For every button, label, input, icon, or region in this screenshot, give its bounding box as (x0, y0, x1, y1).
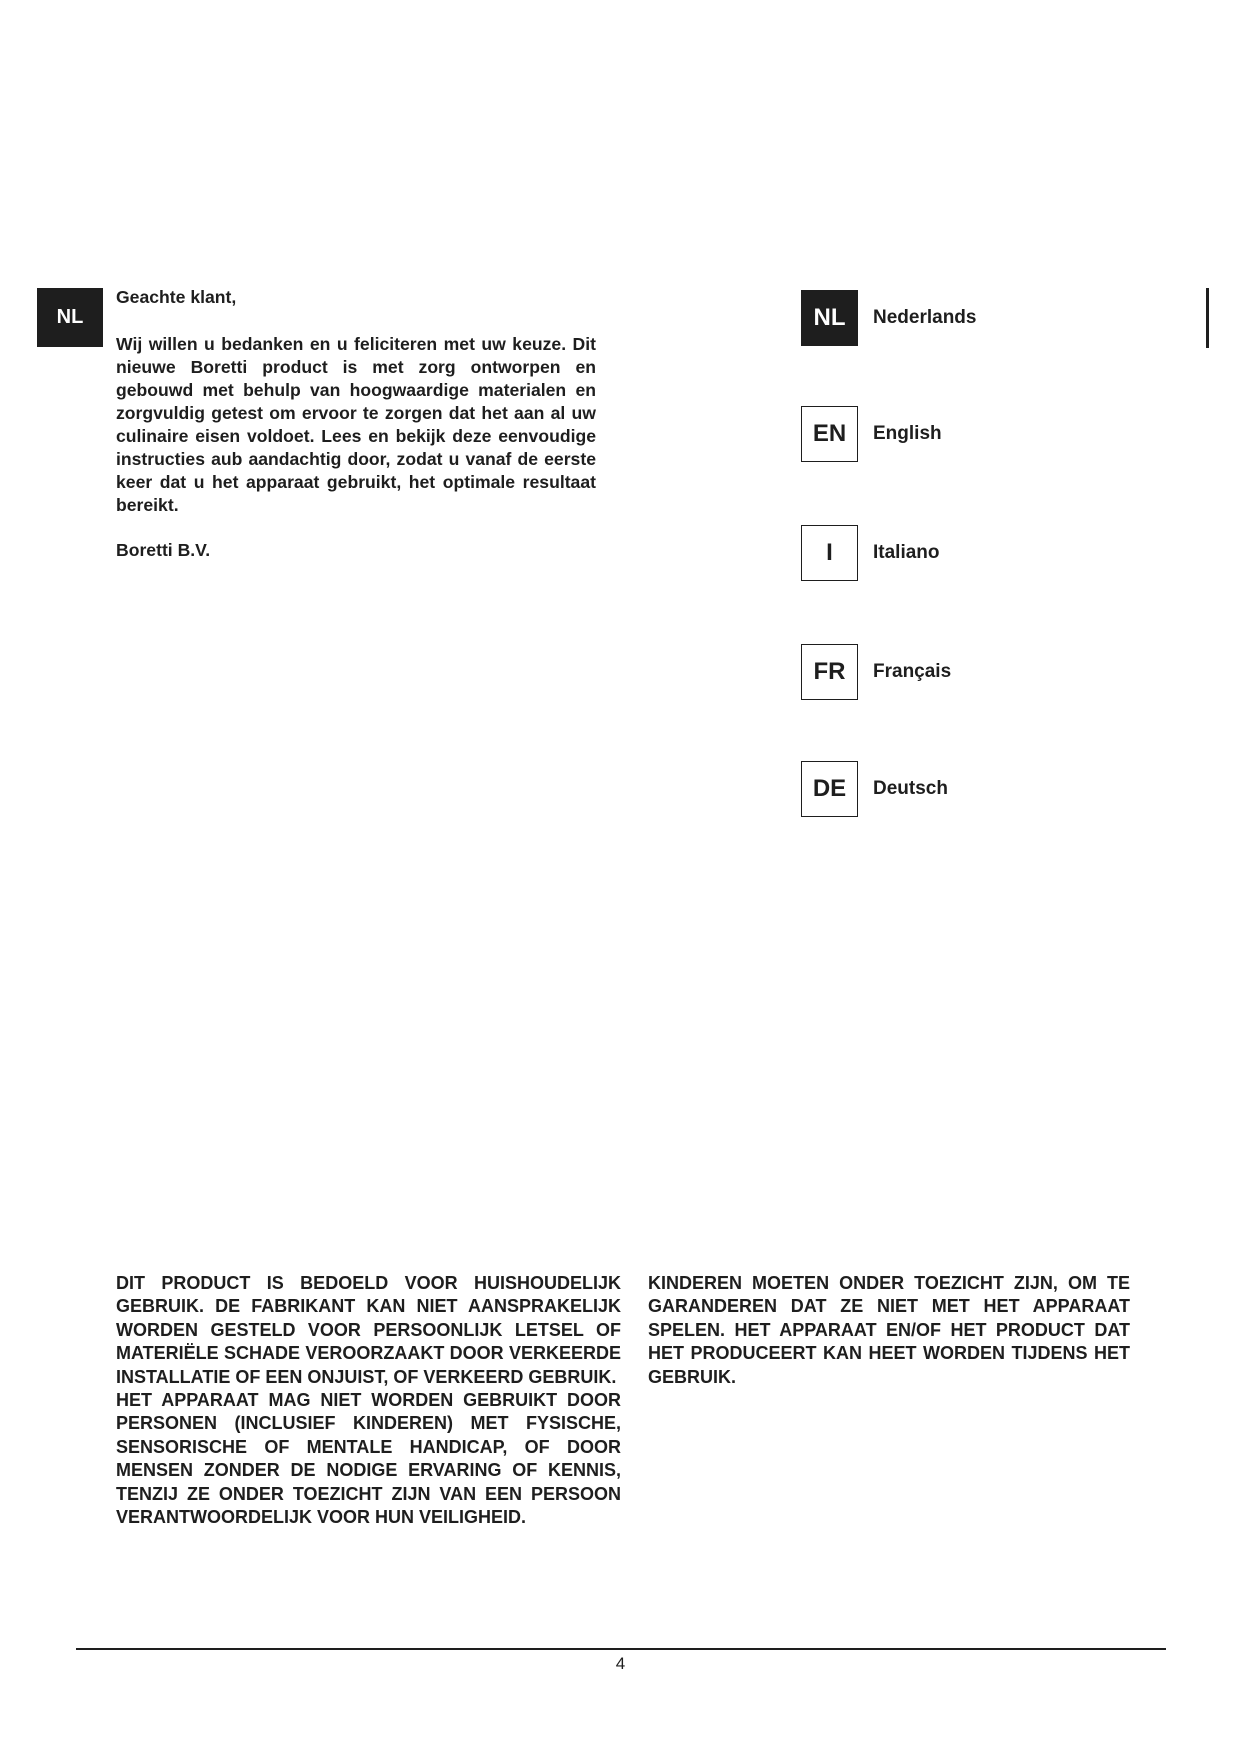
language-code-box: EN (801, 406, 858, 462)
language-label: Italiano (873, 541, 940, 563)
warning-children: KINDEREN MOETEN ONDER TOEZICHT ZIJN, OM TE GARANDEREN DAT ZE NIET MET HET APPARAAT SPELEN. HET APPARAAT EN/OF HET PRODUCT DAT HET PRODUCEERT KAN HEET WORDEN TIJDENS HET GEBRUIK. (648, 1273, 1130, 1387)
language-code-box: I (801, 525, 858, 581)
intro-body: Wij willen u bedanken en u feliciteren met uw keuze. Dit nieuwe Boretti product is met zorg ontworpen en gebouwd met behulp van hoogwaardige materialen en zorgvuldig getest om ervoor te zorgen dat het aan al uw culinaire eisen voldoet. Lees en bekijk deze eenvoudige instructies aub aandachtig door, zodat u vanaf de eerste keer dat u het apparaat gebruikt, het optimale resultaat bereikt. (116, 334, 596, 515)
language-item-it[interactable] (801, 523, 940, 582)
language-label: Deutsch (873, 777, 948, 799)
language-code-box: DE (801, 761, 858, 817)
language-side-tab: NL (37, 288, 103, 347)
intro-section (116, 286, 596, 562)
warning-right-column (648, 1272, 1130, 1389)
language-label: Français (873, 660, 952, 682)
language-item-fr[interactable] (801, 642, 951, 701)
language-item-en[interactable] (801, 404, 942, 463)
language-code-box: NL (801, 290, 858, 346)
warning-left-column (116, 1272, 621, 1529)
language-item-de[interactable] (801, 759, 948, 818)
footer-divider (76, 1648, 1166, 1650)
greeting: Geachte klant, (116, 287, 237, 307)
page-number: 4 (615, 1654, 626, 1673)
signature: Boretti B.V. (116, 540, 211, 560)
language-label: Nederlands (873, 306, 977, 328)
section-marker-bar (1206, 288, 1209, 348)
language-item-nl[interactable] (801, 288, 976, 347)
warning-persons: HET APPARAAT MAG NIET WORDEN GEBRUIKT DOOR PERSONEN (INCLUSIEF KINDEREN) MET FYSISCHE, SENSORISCHE OF MENTALE HANDICAP, OF DOOR MENSEN ZONDER DE NODIGE ERVARING OF KENNIS, TENZIJ ZE ONDER TOEZICHT ZIJN VAN EEN PERSOON VERANTWOORDELIJK VOOR HUN VEILIGHEID. (116, 1390, 621, 1528)
language-code-box: FR (801, 644, 858, 700)
language-label: English (873, 422, 942, 444)
warning-household-use: DIT PRODUCT IS BEDOELD VOOR HUISHOUDELIJK GEBRUIK. DE FABRIKANT KAN NIET AANSPRAKELIJK WORDEN GESTELD VOOR PERSOONLIJK LETSEL OF MATERIËLE SCHADE VEROORZAAKT DOOR VERKEERDE INSTALLATIE OF EEN ONJUIST, OF VERKEERD GEBRUIK. (116, 1273, 621, 1387)
